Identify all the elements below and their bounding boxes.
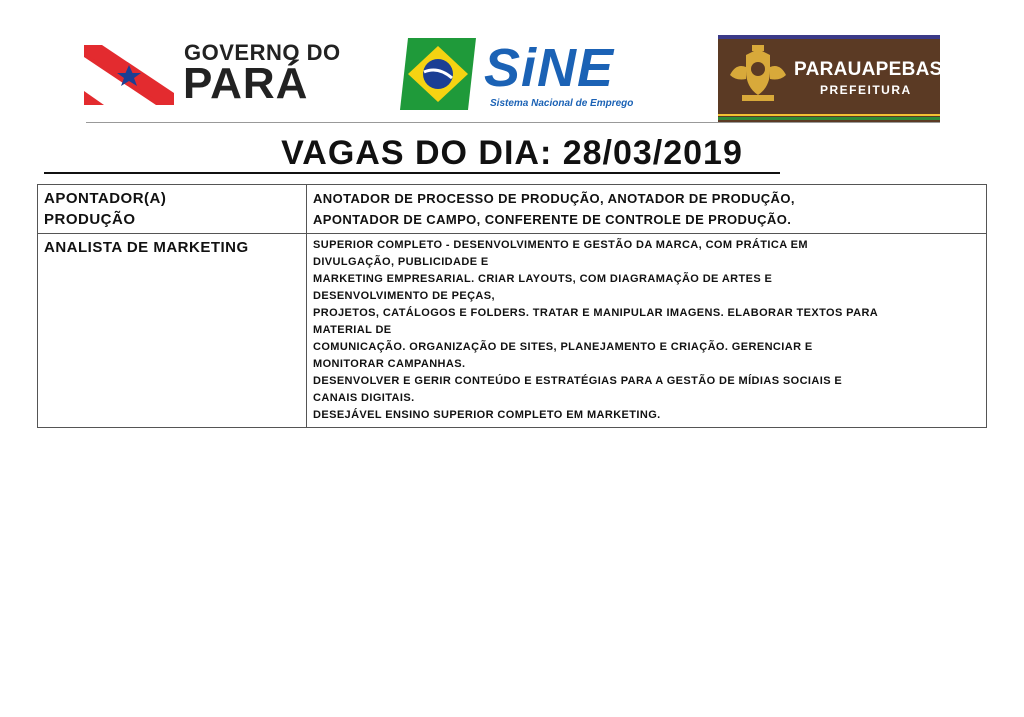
logo-stripe (718, 117, 940, 120)
descricao-text: MARKETING EMPRESARIAL. CRIAR LAYOUTS, COM DIAGRAMAÇÃO DE ARTES E (313, 273, 773, 285)
sine-wordmark: SiNE (484, 38, 615, 98)
header-divider (86, 122, 940, 123)
descricao-text: DESENVOLVER E GERIR CONTEÚDO E ESTRATÉGIAS PARA A GESTÃO DE MÍDIAS SOCIAIS E (313, 375, 843, 387)
descricao-text: MATERIAL DE (313, 324, 392, 336)
parauapebas-prefeitura-logo (718, 35, 943, 122)
descricao-text: MONITORAR CAMPANHAS. (313, 358, 466, 370)
title-underline (44, 172, 780, 174)
descricao-text: PROJETOS, CATÁLOGOS E FOLDERS. TRATAR E MANIPULAR IMAGENS. ELABORAR TEXTOS PARA (313, 307, 879, 319)
table-row (38, 185, 987, 234)
governo-do-text: GOVERNO DO (184, 40, 341, 65)
cargo-text: APONTADOR(A) (44, 190, 167, 207)
para-text: PARÁ (183, 59, 309, 108)
header (0, 0, 1024, 130)
prefeitura-text: PREFEITURA (820, 83, 912, 97)
cargo-text: PRODUÇÃO (44, 211, 136, 228)
para-flag-icon (84, 45, 174, 105)
table-row (38, 234, 987, 428)
descricao-cell (307, 234, 987, 428)
governo-do-para-logo (84, 40, 341, 110)
descricao-text: CANAIS DIGITAIS. (313, 392, 415, 404)
cargo-cell (38, 234, 307, 428)
descricao-text: SUPERIOR COMPLETO - DESENVOLVIMENTO E GESTÃO DA MARCA, COM PRÁTICA EM (313, 239, 808, 251)
descricao-text: COMUNICAÇÃO. ORGANIZAÇÃO DE SITES, PLANEJAMENTO E CRIAÇÃO. GERENCIAR E (313, 341, 813, 353)
vagas-table (37, 184, 987, 428)
cargo-text: ANALISTA DE MARKETING (44, 239, 249, 256)
sine-subtitle: Sistema Nacional de Emprego (490, 98, 634, 109)
descricao-text: DESEJÁVEL ENSINO SUPERIOR COMPLETO EM MARKETING. (313, 409, 661, 421)
page-title: VAGAS DO DIA: 28/03/2019 (281, 134, 743, 172)
descricao-text: ANOTADOR DE PROCESSO DE PRODUÇÃO, ANOTADOR DE PRODUÇÃO, (313, 191, 795, 206)
descricao-text: DIVULGAÇÃO, PUBLICIDADE E (313, 256, 489, 268)
parauapebas-text: PARAUAPEBAS (794, 59, 943, 80)
descricao-text: DESENVOLVIMENTO DE PEÇAS, (313, 290, 495, 302)
logo-stripe (718, 35, 940, 39)
cargo-cell (38, 185, 307, 234)
coat-of-arms-icon (726, 45, 790, 105)
descricao-cell (307, 185, 987, 234)
sine-logo (400, 38, 640, 113)
brazil-flag-icon (400, 38, 476, 110)
descricao-text: APONTADOR DE CAMPO, CONFERENTE DE CONTROLE DE PRODUÇÃO. (313, 212, 792, 227)
logo-stripe (718, 114, 940, 116)
